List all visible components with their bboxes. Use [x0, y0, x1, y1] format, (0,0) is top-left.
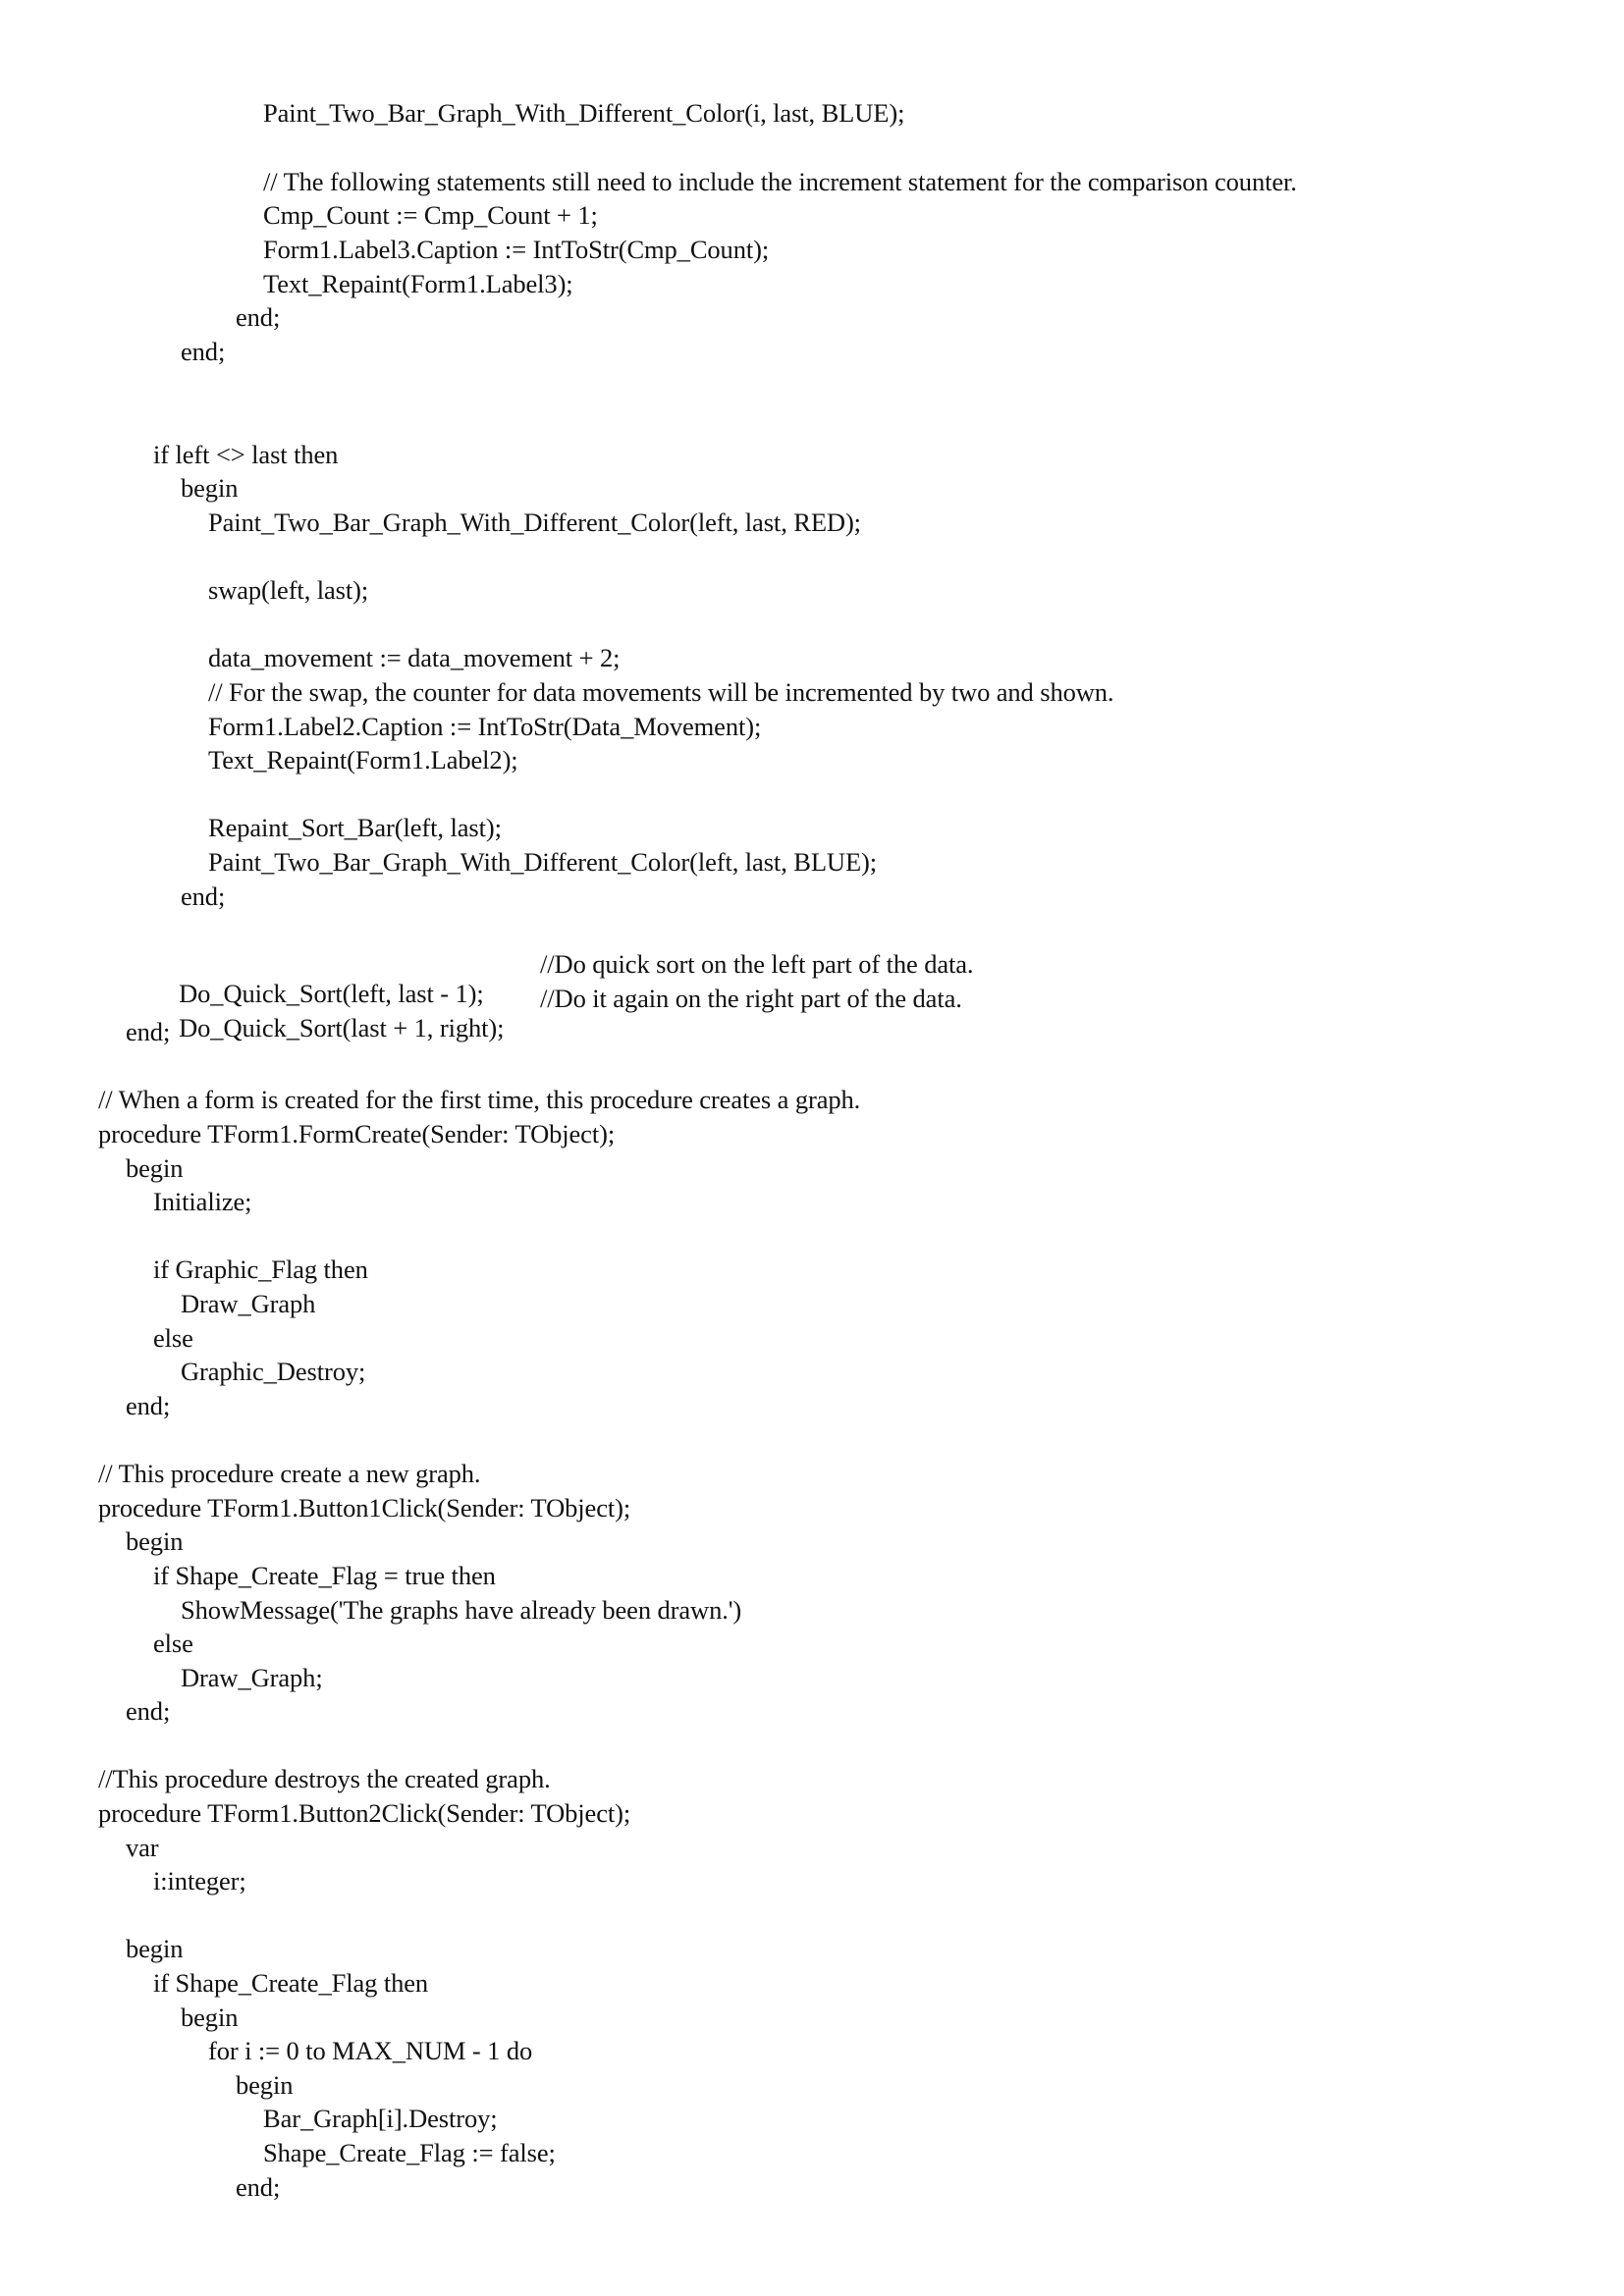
code-text: end; — [181, 337, 226, 366]
code-text: Cmp_Count := Cmp_Count + 1; — [263, 200, 598, 230]
code-text: Do_Quick_Sort(last + 1, right); — [179, 1013, 505, 1042]
inline-comment: //Do it again on the right part of the data. — [540, 984, 962, 1013]
code-line — [153, 1187, 251, 1216]
code-line — [153, 1255, 368, 1284]
code-text: // When a form is created for the first time, this procedure creates a graph. — [98, 1085, 861, 1114]
code-line — [263, 269, 573, 298]
code-line — [126, 1833, 159, 1862]
code-text: // The following statements still need to include the increment statement for the comparison counter. — [263, 167, 1297, 196]
code-text: Initialize; — [153, 1187, 252, 1216]
code-line — [208, 813, 502, 842]
code-line — [208, 847, 877, 877]
code-text: var — [126, 1833, 159, 1862]
code-text: end; — [126, 1017, 171, 1046]
code-line — [181, 1595, 741, 1625]
code-line — [153, 984, 962, 1072]
code-line — [208, 2036, 532, 2065]
code-line — [263, 2104, 498, 2133]
code-text: begin — [181, 473, 239, 503]
code-text: if Shape_Create_Flag then — [153, 1968, 429, 1998]
code-text: Paint_Two_Bar_Graph_With_Different_Color(left, last, RED); — [208, 507, 861, 537]
code-line — [126, 1153, 183, 1183]
code-text: //This procedure destroys the created graph. — [98, 1764, 551, 1793]
code-comment — [263, 167, 1297, 196]
code-text: data_movement := data_movement + 2; — [208, 643, 621, 672]
code-line — [153, 1866, 246, 1896]
code-line — [236, 2070, 293, 2100]
code-line — [153, 1561, 496, 1590]
code-line — [98, 1798, 630, 1828]
code-line — [208, 745, 518, 774]
code-text: end; — [126, 1696, 171, 1726]
code-text: Repaint_Sort_Bar(left, last); — [208, 813, 502, 842]
code-text: end; — [236, 302, 281, 332]
code-text: else — [153, 1629, 193, 1658]
code-line — [153, 1968, 428, 1998]
code-line — [263, 235, 769, 264]
code-line — [181, 1663, 323, 1692]
code-line — [126, 1696, 170, 1726]
code-line — [236, 2172, 280, 2202]
code-line — [153, 1629, 193, 1658]
code-line — [181, 881, 225, 911]
code-line — [98, 1493, 630, 1522]
code-text: Text_Repaint(Form1.Label2); — [208, 745, 518, 774]
code-line — [126, 1017, 170, 1046]
code-comment — [98, 1459, 480, 1488]
code-text: Text_Repaint(Form1.Label3); — [263, 269, 573, 298]
inline-comment: //Do quick sort on the left part of the data. — [540, 949, 974, 979]
code-text: else — [153, 1323, 193, 1353]
code-line — [263, 2138, 556, 2167]
code-line — [153, 440, 338, 469]
code-line — [181, 337, 225, 366]
code-line — [181, 1289, 315, 1318]
code-text: begin — [181, 2002, 239, 2032]
code-line — [181, 2002, 238, 2032]
code-line — [208, 575, 368, 605]
code-text: swap(left, last); — [208, 575, 369, 605]
code-line — [153, 1323, 193, 1353]
code-text: procedure TForm1.Button1Click(Sender: TObject); — [98, 1493, 631, 1522]
code-text: begin — [126, 1526, 184, 1556]
code-line — [126, 1934, 183, 1963]
code-text: Form1.Label2.Caption := IntToStr(Data_Movement); — [208, 712, 762, 741]
code-text: end; — [126, 1391, 171, 1420]
code-text: Do_Quick_Sort(left, last - 1); — [179, 979, 484, 1008]
code-line — [126, 1526, 183, 1556]
code-text: if left <> last then — [153, 440, 339, 469]
code-text: // For the swap, the counter for data movements will be incremented by two and shown. — [208, 677, 1114, 707]
code-text: Draw_Graph — [181, 1289, 316, 1318]
code-text: if Shape_Create_Flag = true then — [153, 1561, 496, 1590]
code-line — [208, 643, 620, 672]
code-line — [208, 712, 761, 741]
code-comment — [208, 677, 1113, 707]
code-text: begin — [236, 2070, 294, 2100]
code-text: i:integer; — [153, 1866, 246, 1896]
code-text: if Graphic_Flag then — [153, 1255, 368, 1284]
code-text: Paint_Two_Bar_Graph_With_Different_Color(i, last, BLUE); — [263, 98, 905, 128]
code-line — [208, 507, 861, 537]
code-text: // This procedure create a new graph. — [98, 1459, 481, 1488]
code-text: Graphic_Destroy; — [181, 1357, 366, 1386]
code-line — [263, 98, 904, 128]
code-line — [263, 200, 598, 230]
code-text: end; — [181, 881, 226, 911]
code-comment — [98, 1085, 860, 1114]
code-text: Draw_Graph; — [181, 1663, 323, 1692]
code-text: for i := 0 to MAX_NUM - 1 do — [208, 2036, 533, 2065]
code-text: Form1.Label3.Caption := IntToStr(Cmp_Count); — [263, 235, 770, 264]
code-line — [126, 1391, 170, 1420]
code-text: Bar_Graph[i].Destroy; — [263, 2104, 498, 2133]
code-text: begin — [126, 1153, 184, 1183]
code-text: Shape_Create_Flag := false; — [263, 2138, 556, 2167]
code-line — [181, 473, 238, 503]
code-text: procedure TForm1.Button2Click(Sender: TObject); — [98, 1798, 631, 1828]
code-text: Paint_Two_Bar_Graph_With_Different_Color(left, last, BLUE); — [208, 847, 878, 877]
code-text: procedure TForm1.FormCreate(Sender: TObject); — [98, 1119, 616, 1148]
code-line — [98, 1119, 615, 1148]
code-text: ShowMessage('The graphs have already been drawn.') — [181, 1595, 742, 1625]
code-text: begin — [126, 1934, 184, 1963]
code-line — [236, 302, 280, 332]
code-line — [181, 1357, 365, 1386]
code-comment — [98, 1764, 551, 1793]
code-text: end; — [236, 2172, 281, 2202]
